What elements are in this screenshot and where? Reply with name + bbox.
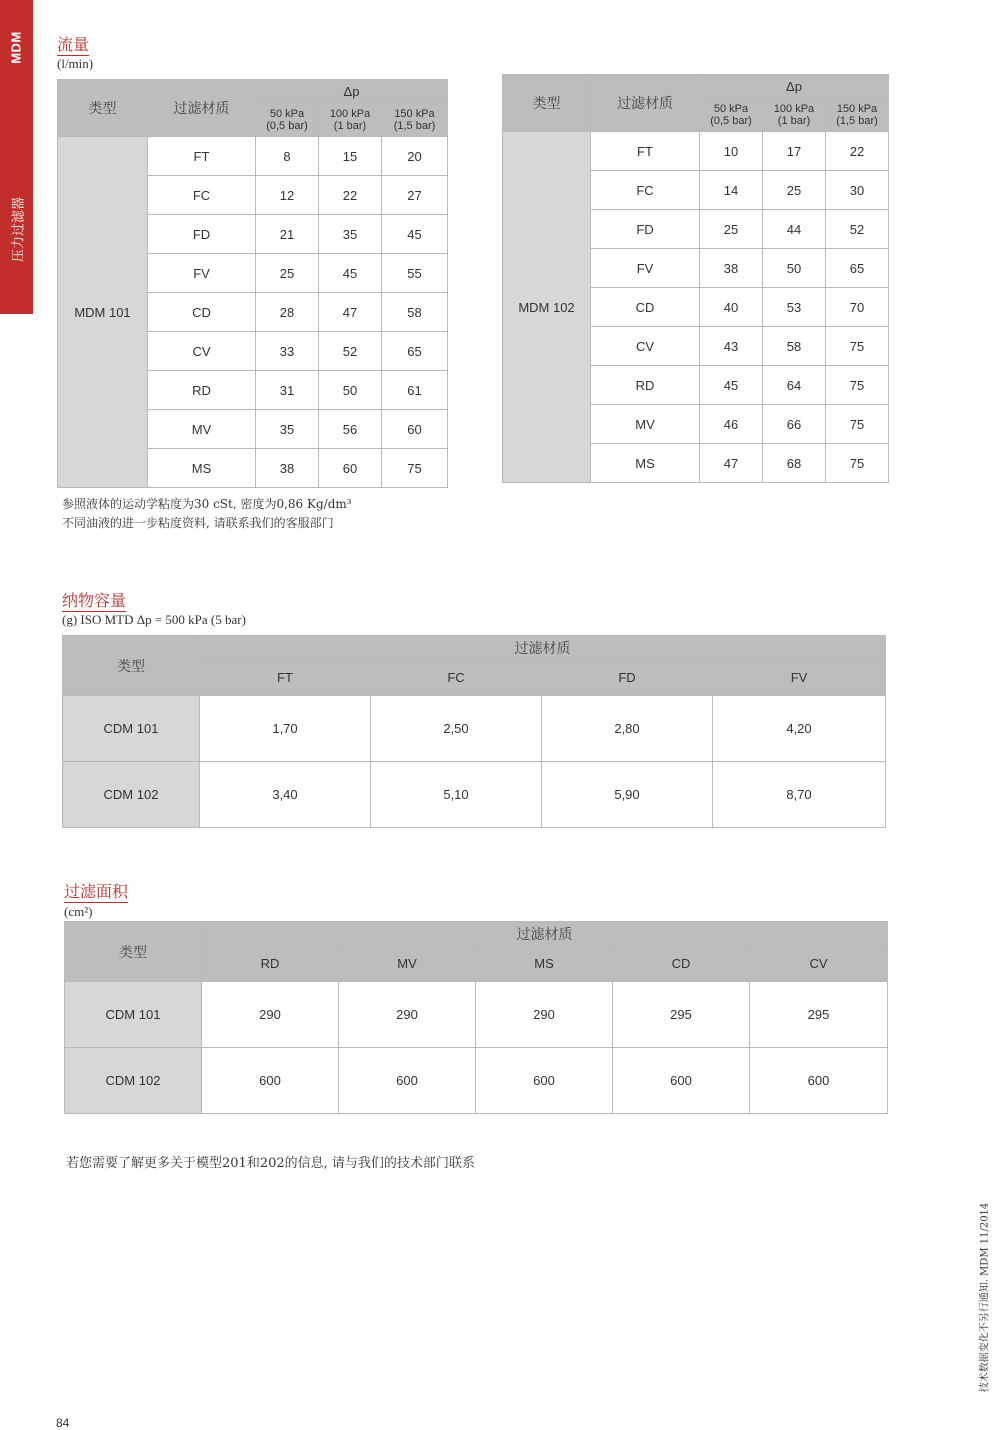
value-cell: 38 — [256, 449, 319, 488]
section-label: 压力过滤器 — [11, 197, 27, 263]
value-cell: 295 — [750, 982, 888, 1048]
material-column-header: FT — [200, 660, 371, 696]
value-cell: 65 — [826, 249, 889, 288]
value-cell: 52 — [319, 332, 382, 371]
value-cell: 75 — [826, 444, 889, 483]
value-cell: 17 — [763, 132, 826, 171]
footer-notice: 技术数据变化不另行通知. MDM 11/2014 — [979, 1202, 991, 1393]
value-cell: 22 — [826, 132, 889, 171]
value-cell: 75 — [826, 327, 889, 366]
material-cell: RD — [148, 371, 256, 410]
value-cell: 25 — [256, 254, 319, 293]
value-cell: 30 — [826, 171, 889, 210]
value-cell: 43 — [700, 327, 763, 366]
value-cell: 290 — [339, 982, 476, 1048]
material-cell: FD — [591, 210, 700, 249]
table-row — [58, 137, 448, 176]
flow-table-mdm102 — [502, 74, 889, 483]
value-cell: 45 — [319, 254, 382, 293]
value-cell: 21 — [256, 215, 319, 254]
material-cell: FD — [148, 215, 256, 254]
pressure-header: 100 kPa (1 bar) — [319, 104, 382, 137]
value-cell: 40 — [700, 288, 763, 327]
dp-header: Δp — [256, 80, 448, 104]
type-header: 类型 — [65, 922, 202, 982]
material-cell: FT — [591, 132, 700, 171]
material-column-header: FC — [371, 660, 542, 696]
value-cell: 75 — [382, 449, 448, 488]
value-cell: 10 — [700, 132, 763, 171]
pressure-header: 150 kPa (1,5 bar) — [826, 99, 889, 132]
table-row — [65, 1048, 888, 1114]
value-cell: 15 — [319, 137, 382, 176]
value-cell: 295 — [613, 982, 750, 1048]
table-row — [63, 762, 886, 828]
material-header: 过滤材质 — [200, 636, 886, 660]
material-cell: FC — [591, 171, 700, 210]
material-column-header: MV — [339, 946, 476, 982]
capacity-table — [62, 635, 886, 828]
material-cell: MV — [148, 410, 256, 449]
value-cell: 3,40 — [200, 762, 371, 828]
model-cell: CDM 102 — [63, 762, 200, 828]
value-cell: 5,10 — [371, 762, 542, 828]
page-number: 84 — [56, 1416, 70, 1430]
value-cell: 25 — [763, 171, 826, 210]
value-cell: 35 — [319, 215, 382, 254]
value-cell: 44 — [763, 210, 826, 249]
value-cell: 600 — [476, 1048, 613, 1114]
value-cell: 290 — [202, 982, 339, 1048]
pressure-header: 100 kPa (1 bar) — [763, 99, 826, 132]
section-tab — [0, 0, 33, 314]
flow-note — [62, 495, 352, 533]
viscosity-note: 参照液体的运动学粘度为30 cSt, 密度为0,86 Kg/dm³ — [62, 497, 352, 511]
pressure-header: 50 kPa (0,5 bar) — [256, 104, 319, 137]
type-header: 类型 — [58, 80, 148, 137]
value-cell: 12 — [256, 176, 319, 215]
value-cell: 600 — [202, 1048, 339, 1114]
value-cell: 60 — [382, 410, 448, 449]
value-cell: 45 — [382, 215, 448, 254]
value-cell: 66 — [763, 405, 826, 444]
table-row — [503, 132, 889, 171]
value-cell: 47 — [319, 293, 382, 332]
area-table — [64, 921, 888, 1114]
value-cell: 65 — [382, 332, 448, 371]
table-row — [63, 696, 886, 762]
value-cell: 58 — [382, 293, 448, 332]
value-cell: 25 — [700, 210, 763, 249]
material-cell: CD — [591, 288, 700, 327]
material-cell: RD — [591, 366, 700, 405]
material-column-header: CD — [613, 946, 750, 982]
material-cell: CD — [148, 293, 256, 332]
value-cell: 55 — [382, 254, 448, 293]
value-cell: 2,50 — [371, 696, 542, 762]
flow-table-mdm101 — [57, 79, 448, 488]
capacity-unit: (g) ISO MTD Δp = 500 kPa (5 bar) — [62, 612, 246, 627]
contact-note: 不同油液的进一步粘度资料, 请联系我们的客服部门 — [62, 516, 334, 530]
value-cell: 64 — [763, 366, 826, 405]
area-unit: (cm²) — [64, 904, 93, 919]
material-cell: FT — [148, 137, 256, 176]
material-column-header: FV — [713, 660, 886, 696]
value-cell: 58 — [763, 327, 826, 366]
flow-unit: (l/min) — [57, 56, 94, 71]
model-cell: MDM 101 — [58, 137, 148, 488]
material-cell: CV — [148, 332, 256, 371]
value-cell: 600 — [613, 1048, 750, 1114]
material-column-header: CV — [750, 946, 888, 982]
value-cell: 50 — [319, 371, 382, 410]
table-row — [65, 982, 888, 1048]
material-cell: FC — [148, 176, 256, 215]
value-cell: 56 — [319, 410, 382, 449]
type-header: 类型 — [503, 75, 591, 132]
value-cell: 2,80 — [542, 696, 713, 762]
value-cell: 28 — [256, 293, 319, 332]
material-column-header: MS — [476, 946, 613, 982]
material-cell: MS — [148, 449, 256, 488]
model-cell: CDM 101 — [63, 696, 200, 762]
value-cell: 75 — [826, 405, 889, 444]
model-cell: CDM 102 — [65, 1048, 202, 1114]
value-cell: 290 — [476, 982, 613, 1048]
value-cell: 53 — [763, 288, 826, 327]
value-cell: 52 — [826, 210, 889, 249]
value-cell: 8 — [256, 137, 319, 176]
flow-heading: 流量 — [57, 35, 90, 54]
value-cell: 600 — [750, 1048, 888, 1114]
pressure-header: 50 kPa (0,5 bar) — [700, 99, 763, 132]
value-cell: 35 — [256, 410, 319, 449]
value-cell: 27 — [382, 176, 448, 215]
material-cell: FV — [148, 254, 256, 293]
value-cell: 1,70 — [200, 696, 371, 762]
material-cell: CV — [591, 327, 700, 366]
value-cell: 47 — [700, 444, 763, 483]
value-cell: 68 — [763, 444, 826, 483]
material-header: 过滤材质 — [202, 922, 888, 946]
value-cell: 70 — [826, 288, 889, 327]
type-header: 类型 — [63, 636, 200, 696]
material-column-header: FD — [542, 660, 713, 696]
value-cell: 46 — [700, 405, 763, 444]
value-cell: 50 — [763, 249, 826, 288]
capacity-heading: 纳物容量 — [62, 591, 127, 610]
value-cell: 31 — [256, 371, 319, 410]
value-cell: 14 — [700, 171, 763, 210]
value-cell: 22 — [319, 176, 382, 215]
value-cell: 5,90 — [542, 762, 713, 828]
dp-header: Δp — [700, 75, 889, 99]
brand-label: MDM — [8, 31, 24, 64]
value-cell: 45 — [700, 366, 763, 405]
value-cell: 75 — [826, 366, 889, 405]
material-header: 过滤材质 — [591, 75, 700, 132]
model-cell: MDM 102 — [503, 132, 591, 483]
value-cell: 61 — [382, 371, 448, 410]
value-cell: 20 — [382, 137, 448, 176]
material-header: 过滤材质 — [148, 80, 256, 137]
model-cell: CDM 101 — [65, 982, 202, 1048]
value-cell: 600 — [339, 1048, 476, 1114]
material-cell: MV — [591, 405, 700, 444]
value-cell: 8,70 — [713, 762, 886, 828]
material-cell: MS — [591, 444, 700, 483]
value-cell: 33 — [256, 332, 319, 371]
material-column-header: RD — [202, 946, 339, 982]
material-cell: FV — [591, 249, 700, 288]
value-cell: 4,20 — [713, 696, 886, 762]
area-heading: 过滤面积 — [64, 882, 129, 901]
models-note: 若您需要了解更多关于模型201和202的信息, 请与我们的技术部门联系 — [66, 1156, 475, 1171]
value-cell: 38 — [700, 249, 763, 288]
pressure-header: 150 kPa (1,5 bar) — [382, 104, 448, 137]
value-cell: 60 — [319, 449, 382, 488]
